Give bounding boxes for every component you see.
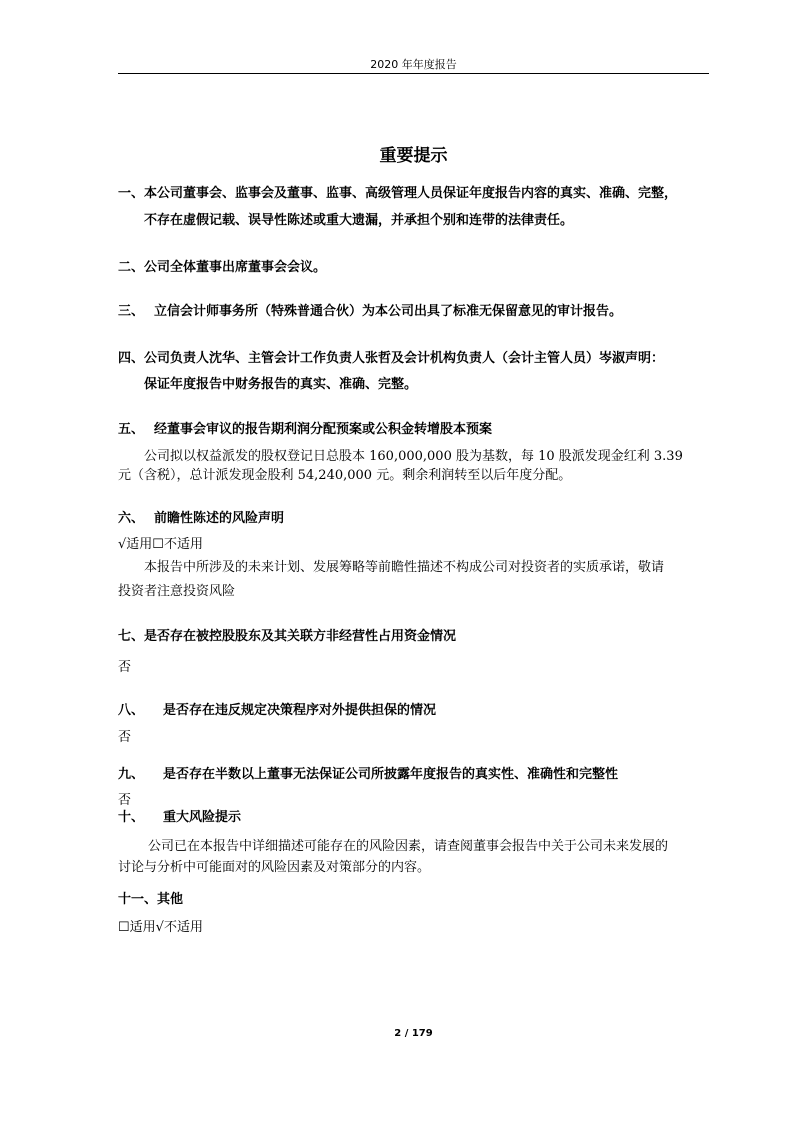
section-10-number: 十、 [118,810,145,825]
section-8-answer: 否 [118,730,132,745]
section-7-heading: 七、是否存在被控股股东及其关联方非经营性占用资金情况 [118,629,457,644]
page-number: 2 / 179 [394,1028,433,1039]
header-rule [118,73,709,74]
section-9-heading: 是否存在半数以上董事无法保证公司所披露年度报告的真实性、准确性和完整性 [163,767,619,782]
section-8-number: 八、 [118,703,145,718]
section-9-answer: 否 [118,793,132,808]
section-8-heading: 是否存在违反规定决策程序对外提供担保的情况 [163,703,437,718]
section-5-body-line-1: 公司拟以权益派发的股权登记日总股本 160,000,000 股为基数，每 10 股派发现金红利 3.39 [144,449,683,464]
section-5-heading: 经董事会审议的报告期利润分配预案或公积金转增股本预案 [154,422,493,437]
section-3-number: 三、 [118,304,145,319]
section-6-body-line-2: 投资者注意投资风险 [118,584,236,599]
section-5-body-line-2: 元（含税），总计派发现金股利 54,240,000 元。剩余利润转至以后年度分配。 [118,468,572,483]
section-9-number: 九、 [118,767,145,782]
section-4-line-1: 四、公司负责人沈华、主管会计工作负责人张哲及会计机构负责人（会计主管人员）岑淑声明： [118,351,665,366]
section-10-body-line-1: 公司已在本报告中详细描述可能存在的风险因素，请查阅董事会报告中关于公司未来发展的 [148,839,669,854]
section-11-applicability: ☐适用√不适用 [118,920,203,935]
section-10-body-line-2: 讨论与分析中可能面对的风险因素及对策部分的内容。 [118,860,431,875]
section-6-heading: 前瞻性陈述的风险声明 [154,511,285,526]
section-2-heading: 二、公司全体董事出席董事会会议。 [118,260,327,275]
section-5-number: 五、 [118,422,145,437]
section-6-applicability: √适用☐不适用 [118,537,203,552]
section-3-heading: 立信会计师事务所（特殊普通合伙）为本公司出具了标准无保留意见的审计报告。 [154,304,623,319]
running-header: 2020 年年度报告 [370,58,457,71]
section-6-number: 六、 [118,511,145,526]
section-1-line-1: 一、本公司董事会、监事会及董事、监事、高级管理人员保证年度报告内容的真实、准确、完整， [118,186,678,201]
section-7-answer: 否 [118,660,132,675]
section-1-line-2: 不存在虚假记载、误导性陈述或重大遗漏，并承担个别和连带的法律责任。 [144,213,574,228]
section-6-body-line-1: 本报告中所涉及的未来计划、发展筹略等前瞻性描述不构成公司对投资者的实质承诺，敬请 [144,560,665,575]
section-10-heading: 重大风险提示 [163,810,242,825]
page-title: 重要提示 [379,146,448,166]
section-11-heading: 十一、其他 [118,892,184,907]
section-4-line-2: 保证年度报告中财务报告的真实、准确、完整。 [144,377,418,392]
